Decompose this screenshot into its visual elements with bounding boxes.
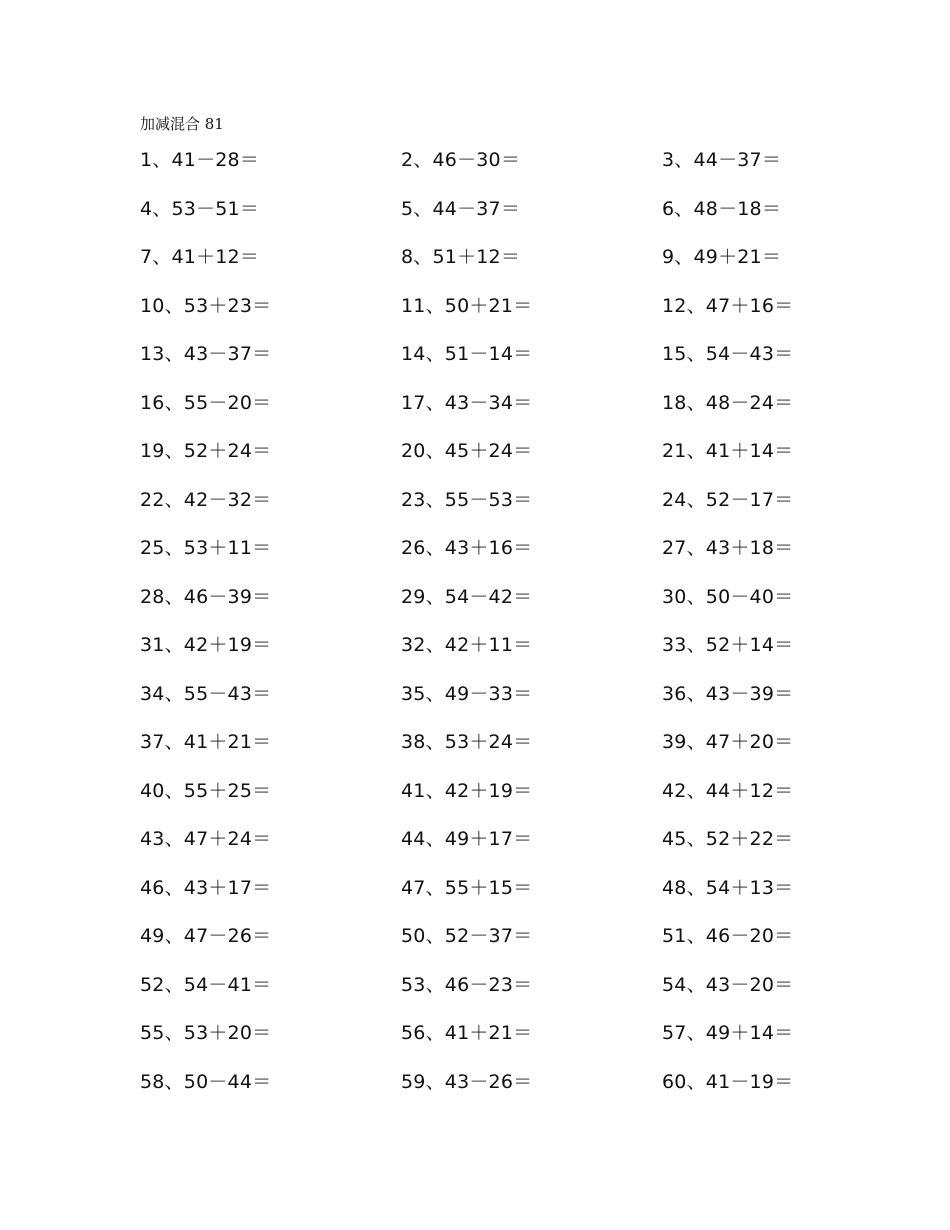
problem-item: 5、44－37＝	[401, 197, 521, 220]
problem-item: 23、55－53＝	[401, 488, 533, 511]
problem-item: 51、46－20＝	[662, 925, 794, 947]
problem-item: 36、43－39＝	[662, 682, 794, 705]
problem-item: 42、44＋12＝	[662, 779, 794, 802]
problem-item: 57、49＋14＝	[662, 1022, 794, 1044]
problem-item: 21、41＋14＝	[662, 440, 794, 462]
problem-item: 48、54＋13＝	[662, 876, 794, 899]
problem-item: 8、51＋12＝	[401, 246, 521, 268]
problem-item: 20、45＋24＝	[401, 440, 533, 462]
problem-item: 47、55＋15＝	[401, 876, 533, 899]
problem-item: 24、52－17＝	[662, 488, 794, 511]
problem-item: 53、46－23＝	[401, 973, 533, 996]
problem-item: 32、42＋11＝	[401, 634, 533, 656]
problem-item: 52、54－41＝	[140, 973, 272, 996]
problem-item: 10、53＋23＝	[140, 294, 272, 317]
problem-item: 37、41＋21＝	[140, 731, 272, 753]
problem-item: 22、42－32＝	[140, 488, 272, 511]
problem-item: 44、49＋17＝	[401, 828, 533, 850]
problem-item: 9、49＋21＝	[662, 246, 782, 268]
problem-item: 55、53＋20＝	[140, 1022, 272, 1044]
problem-item: 58、50－44＝	[140, 1070, 272, 1093]
problem-item: 12、47＋16＝	[662, 294, 794, 317]
worksheet-title: 加减混合 81	[140, 115, 224, 133]
problem-item: 31、42＋19＝	[140, 634, 272, 656]
problem-item: 45、52＋22＝	[662, 828, 794, 850]
problem-item: 56、41＋21＝	[401, 1022, 533, 1044]
problem-item: 49、47－26＝	[140, 925, 272, 947]
problem-item: 11、50＋21＝	[401, 294, 533, 317]
problem-item: 1、41－28＝	[140, 149, 260, 171]
problem-item: 26、43＋16＝	[401, 537, 533, 559]
problem-item: 38、53＋24＝	[401, 731, 533, 753]
problem-item: 14、51－14＝	[401, 343, 533, 365]
problem-grid	[140, 145, 840, 1115]
problem-item: 39、47＋20＝	[662, 731, 794, 753]
problem-item: 60、41－19＝	[662, 1070, 794, 1093]
problem-item: 2、46－30＝	[401, 149, 521, 171]
problem-item: 18、48－24＝	[662, 391, 794, 414]
problem-item: 6、48－18＝	[662, 197, 782, 220]
problem-item: 19、52＋24＝	[140, 440, 272, 462]
problem-item: 33、52＋14＝	[662, 634, 794, 656]
problem-item: 25、53＋11＝	[140, 537, 272, 559]
problem-item: 54、43－20＝	[662, 973, 794, 996]
problem-item: 4、53－51＝	[140, 197, 260, 220]
problem-item: 40、55＋25＝	[140, 779, 272, 802]
problem-item: 34、55－43＝	[140, 682, 272, 705]
problem-item: 7、41＋12＝	[140, 246, 260, 268]
problem-item: 29、54－42＝	[401, 585, 533, 608]
problem-item: 46、43＋17＝	[140, 876, 272, 899]
problem-item: 16、55－20＝	[140, 391, 272, 414]
problem-item: 27、43＋18＝	[662, 537, 794, 559]
problem-item: 13、43－37＝	[140, 343, 272, 365]
problem-item: 15、54－43＝	[662, 343, 794, 365]
problem-item: 35、49－33＝	[401, 682, 533, 705]
problem-item: 50、52－37＝	[401, 925, 533, 947]
problem-item: 41、42＋19＝	[401, 779, 533, 802]
problem-item: 43、47＋24＝	[140, 828, 272, 850]
problem-item: 17、43－34＝	[401, 391, 533, 414]
problem-item: 59、43－26＝	[401, 1070, 533, 1093]
problem-item: 3、44－37＝	[662, 149, 782, 171]
problem-item: 28、46－39＝	[140, 585, 272, 608]
problem-item: 30、50－40＝	[662, 585, 794, 608]
